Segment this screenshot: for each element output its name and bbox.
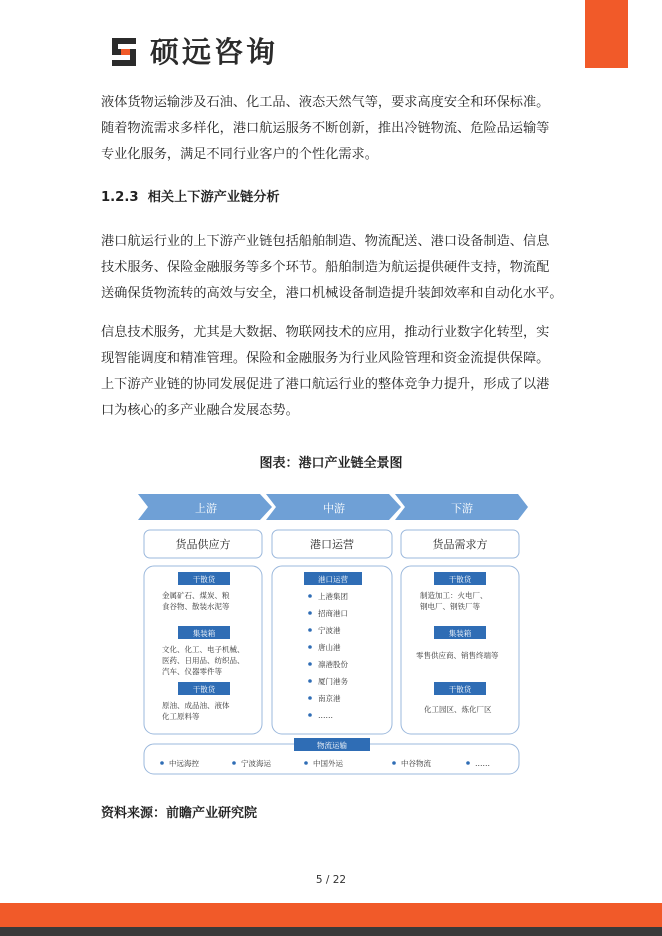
footer-dark-band xyxy=(0,927,662,936)
footer-orange-band xyxy=(0,903,662,927)
group-item: 文化、化工、电子机械、 xyxy=(162,645,245,654)
paragraph-line: 现智能调度和精准管理。保险和金融服务为行业风险管理和资金流提供保障。 xyxy=(101,351,550,366)
group-item: 化工原料等 xyxy=(162,712,200,721)
list-bullet xyxy=(308,645,312,649)
paragraph-3 xyxy=(101,320,571,424)
group-item: 原油、成品油、液体 xyxy=(162,701,230,710)
paragraph-line: 口为核心的多产业融合发展态势。 xyxy=(101,403,299,418)
group-label: 集装箱 xyxy=(448,629,472,638)
list-bullet xyxy=(466,761,470,765)
paragraph-line: 信息技术服务，尤其是大数据、物联网技术的应用，推动行业数字化转型，实 xyxy=(101,325,550,340)
group-item: 医药、日用品、纺织品、 xyxy=(162,656,245,665)
group-item: 化工园区、炼化厂区 xyxy=(424,705,492,714)
column-title: 港口运营 xyxy=(310,538,354,551)
section-heading xyxy=(101,186,280,205)
group-item: 食谷物、散装水泥等 xyxy=(162,602,230,611)
group-item: 汽车、仪器零件等 xyxy=(162,667,222,676)
logistics-item: 宁波海运 xyxy=(241,759,271,768)
list-bullet xyxy=(304,761,308,765)
paragraph-2 xyxy=(101,229,571,307)
group-item: 零售供应商、销售终端等 xyxy=(416,651,499,660)
group-label: 干散货 xyxy=(192,685,216,694)
logistics-item: …… xyxy=(475,759,490,768)
list-bullet xyxy=(308,696,312,700)
list-item: 上港集团 xyxy=(318,592,348,601)
list-bullet xyxy=(308,679,312,683)
list-item: 凛港股份 xyxy=(318,660,348,669)
list-bullet xyxy=(392,761,396,765)
source-note: 资料来源：前瞻产业研究院 xyxy=(101,806,258,821)
list-item: 唐山港 xyxy=(318,643,341,652)
section-number: 1.2.3 xyxy=(101,190,139,205)
group-item: 钢电厂、钢铁厂等 xyxy=(420,602,480,611)
logistics-item: 中远海控 xyxy=(169,759,199,768)
paragraph-line: 港口航运行业的上下游产业链包括船舶制造、物流配送、港口设备制造、信息 xyxy=(101,234,550,249)
group-label: 集装箱 xyxy=(192,629,216,638)
paragraph-line: 随着物流需求多样化，港口航运服务不断创新，推出冷链物流、危险品运输等 xyxy=(101,121,550,136)
paragraph-line: 液体货物运输涉及石油、化工品、液态天然气等，要求高度安全和环保标准。 xyxy=(101,95,550,110)
corner-accent-block xyxy=(585,0,628,68)
group-item: 制造加工：火电厂、 xyxy=(420,591,488,600)
group-label: 干散货 xyxy=(448,685,472,694)
list-item: 宁波港 xyxy=(318,626,341,635)
column-title: 货品供应方 xyxy=(175,538,231,551)
industry-chain-diagram xyxy=(136,492,528,778)
group-label: 干散货 xyxy=(192,575,216,584)
list-bullet xyxy=(160,761,164,765)
brand-logo xyxy=(108,35,278,69)
list-bullet xyxy=(308,628,312,632)
figure-caption: 图表：港口产业链全景图 xyxy=(259,456,403,471)
group-label: 干散货 xyxy=(448,575,472,584)
list-item: …… xyxy=(318,711,333,720)
group-item: 金属矿石、煤炭、粮 xyxy=(162,591,230,600)
page-number: 5 / 22 xyxy=(315,874,347,886)
list-bullet xyxy=(308,713,312,717)
stage-label-downstream: 下游 xyxy=(451,502,473,515)
paragraph-line: 上下游产业链的协同发展促进了港口航运行业的整体竞争力提升，形成了以港 xyxy=(101,377,550,392)
brand-name: 硕远咨询 xyxy=(150,35,279,69)
list-bullet xyxy=(308,611,312,615)
logistics-label: 物流运输 xyxy=(317,741,347,750)
stage-label-upstream: 上游 xyxy=(195,502,217,515)
section-title: 相关上下游产业链分析 xyxy=(147,190,280,205)
list-item: 厦门港务 xyxy=(318,677,348,686)
group-label: 港口运营 xyxy=(318,575,348,584)
logistics-item: 中谷物流 xyxy=(401,759,431,768)
list-bullet xyxy=(308,662,312,666)
logistics-item: 中国外运 xyxy=(313,759,343,768)
paragraph-1 xyxy=(101,90,571,168)
paragraph-line: 技术服务、保险金融服务等多个环节。船舶制造为航运提供硬件支持，物流配 xyxy=(101,260,550,275)
paragraph-line: 送确保货物流转的高效与安全，港口机械设备制造提升装卸效率和自动化水平。 xyxy=(101,286,563,301)
list-bullet xyxy=(308,594,312,598)
stage-label-midstream: 中游 xyxy=(323,502,345,515)
list-item: 南京港 xyxy=(318,694,341,703)
logo-mark-icon xyxy=(108,35,142,69)
column-title: 货品需求方 xyxy=(432,538,488,551)
diagram-svg xyxy=(136,492,528,778)
paragraph-line: 专业化服务，满足不同行业客户的个性化需求。 xyxy=(101,147,378,162)
list-bullet xyxy=(232,761,236,765)
list-item: 招商港口 xyxy=(318,609,348,618)
